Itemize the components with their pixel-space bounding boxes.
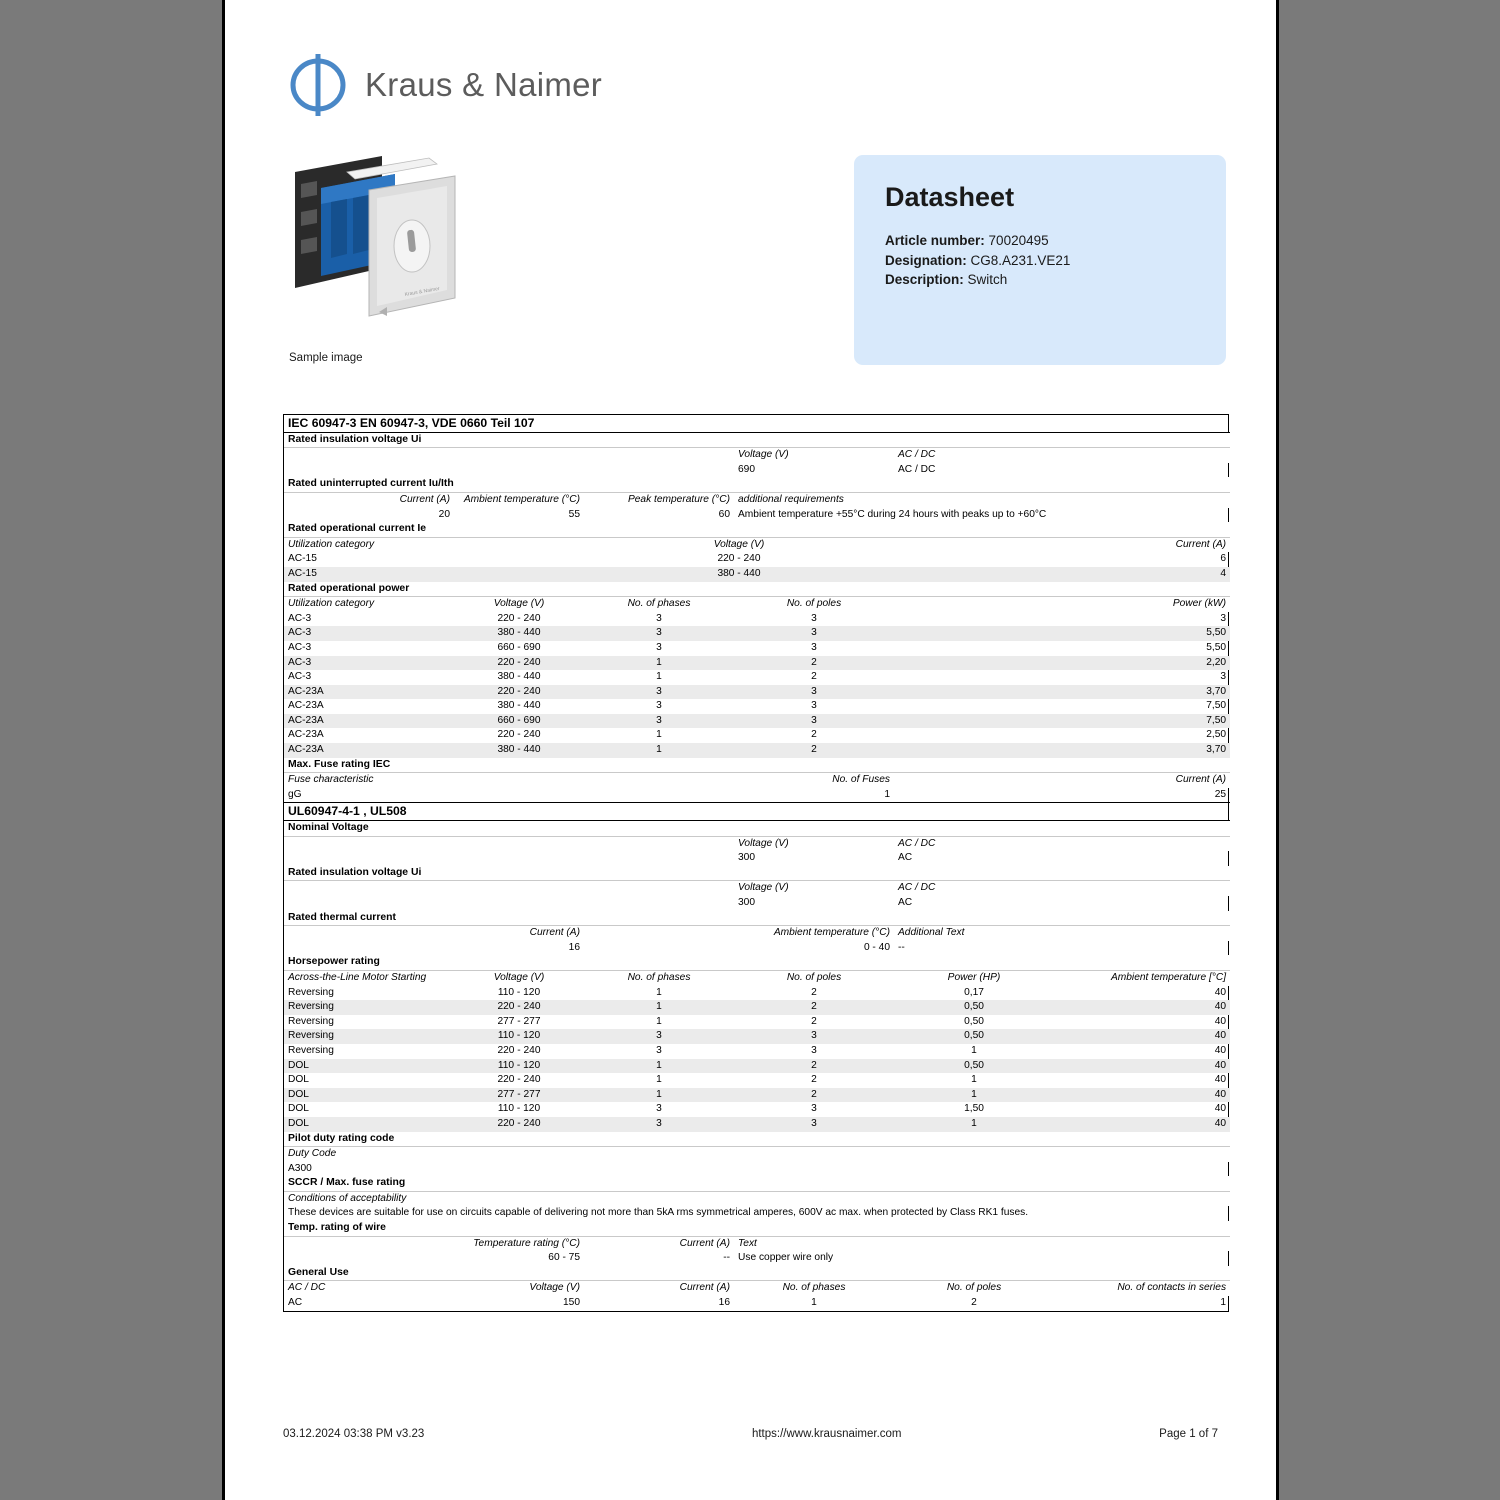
table-row [284, 1088, 1230, 1103]
table-cell: 1 [894, 1117, 1054, 1132]
table-cell: AC-23A [288, 729, 324, 741]
datasheet-meta [885, 231, 1070, 290]
table-row [284, 699, 1230, 714]
table-cell: DOL [284, 1088, 454, 1103]
table-cell: 1 [656, 671, 662, 683]
document-page [222, 0, 1279, 1500]
specifications-table [283, 414, 1229, 1312]
table-row [284, 626, 1230, 641]
article-number-label: Article number: [885, 233, 985, 248]
column-header: Current (A) [894, 537, 1230, 552]
description-value: Switch [967, 272, 1008, 287]
table-cell: 2 [971, 1297, 977, 1309]
table-row [284, 670, 1230, 685]
table-cell: 0,17 [964, 986, 984, 998]
table-header-row [284, 970, 1230, 985]
spec-table [284, 415, 1230, 1311]
table-header-row [284, 836, 1230, 851]
column-header: Text [734, 1236, 1230, 1251]
table-cell: -- [898, 941, 905, 953]
table-subsection-title [284, 1221, 1230, 1236]
subsection-title-text: Rated thermal current [284, 911, 1230, 926]
table-header-row [284, 537, 1230, 552]
table-header-row [284, 881, 1230, 896]
table-cell: AC [898, 897, 913, 908]
column-header: Voltage (V) [734, 448, 894, 463]
table-row [284, 612, 1230, 627]
table-cell: 2,50 [1206, 729, 1227, 741]
table-cell: 1 [656, 1015, 662, 1027]
column-header: Current (A) [894, 773, 1230, 788]
table-cell: 2 [811, 729, 817, 741]
table-subsection-title [284, 911, 1230, 926]
table-cell: 150 [563, 1297, 580, 1309]
table-cell: 0,50 [894, 1029, 1054, 1044]
subsection-title-text: Max. Fuse rating IEC [284, 758, 1230, 773]
brand-name: Kraus & Naimer [365, 66, 603, 103]
table-cell: 380 - 440 [584, 567, 894, 582]
table-cell: Use copper wire only [738, 1252, 834, 1264]
table-row [284, 1117, 1230, 1132]
subsection-title-text: Horsepower rating [284, 955, 1230, 970]
table-row [284, 851, 1230, 866]
table-cell: 3 [1220, 671, 1227, 683]
table-cell: 40 [1054, 1000, 1230, 1015]
column-header: AC / DC [894, 836, 1230, 851]
table-cell: 5,50 [894, 626, 1230, 641]
column-header: AC / DC [894, 881, 1230, 896]
table-section-title [284, 803, 1230, 821]
column-header: No. of phases [584, 970, 734, 985]
table-cell: AC-3 [288, 641, 312, 653]
table-cell: 2 [811, 986, 817, 998]
column-header: No. of poles [894, 1281, 1054, 1296]
table-cell: 60 - 75 [548, 1252, 580, 1264]
column-header: Ambient temperature [°C] [1054, 970, 1230, 985]
column-header: Voltage (V) [734, 836, 894, 851]
column-header: Ambient temperature (°C) [584, 926, 894, 941]
table-cell: 3 [811, 612, 817, 624]
table-subsection-title [284, 1176, 1230, 1191]
table-cell: 3 [734, 626, 894, 641]
column-header: Utilization category [284, 597, 454, 612]
table-cell: 40 [1054, 1029, 1230, 1044]
table-cell: 25 [1214, 788, 1227, 800]
footer-url[interactable]: https://www.krausnaimer.com [751, 1428, 902, 1440]
table-cell: A300 [288, 1162, 312, 1174]
table-cell: 6 [1220, 553, 1227, 565]
table-cell: 40 [1214, 986, 1227, 998]
column-header: Across-the-Line Motor Starting [284, 970, 454, 985]
table-cell: 3 [656, 1044, 662, 1056]
table-cell: 40 [1054, 1117, 1230, 1132]
subsection-title-text: SCCR / Max. fuse rating [284, 1176, 1230, 1191]
table-cell: 7,50 [894, 714, 1230, 729]
table-cell: AC-23A [284, 714, 454, 729]
table-cell: 2,20 [894, 656, 1230, 671]
column-header: Ambient temperature (°C) [454, 492, 584, 507]
table-cell: 3 [584, 1117, 734, 1132]
table-cell: 3 [734, 685, 894, 700]
table-cell: 3 [656, 641, 662, 653]
table-cell: 380 - 440 [497, 700, 541, 712]
table-row [284, 1044, 1230, 1059]
table-row [284, 941, 1230, 956]
table-cell: -- [723, 1252, 730, 1264]
table-cell: 3 [734, 1029, 894, 1044]
subsection-title-text: Rated insulation voltage Ui [284, 866, 1230, 881]
subsection-title-text: General Use [284, 1266, 1230, 1281]
table-cell: 380 - 440 [454, 743, 584, 758]
column-header: Current (A) [584, 1281, 734, 1296]
column-header: No. of Fuses [584, 773, 894, 788]
table-header-row [284, 1147, 1230, 1162]
table-row [284, 1162, 1230, 1177]
table-cell: 690 [738, 463, 755, 475]
column-header: Additional Text [894, 926, 1230, 941]
datasheet-info-box [854, 155, 1226, 365]
brand-logo [287, 52, 602, 118]
table-header-row [284, 1281, 1230, 1296]
table-cell: 1 [884, 788, 890, 800]
table-cell: 0 - 40 [863, 941, 890, 953]
column-header [284, 836, 734, 851]
table-cell: 60 [718, 508, 730, 520]
product-image [287, 150, 517, 340]
table-row [284, 788, 1230, 803]
column-header: Voltage (V) [584, 537, 894, 552]
table-cell: 660 - 690 [454, 714, 584, 729]
table-cell: 2 [734, 1088, 894, 1103]
column-header [284, 881, 734, 896]
table-cell: AC-3 [288, 612, 312, 624]
column-header: AC / DC [284, 1281, 454, 1296]
table-cell: 220 - 240 [497, 1074, 541, 1086]
table-cell: Reversing [288, 1015, 334, 1027]
table-cell: 1,50 [964, 1103, 984, 1115]
table-cell: 40 [1214, 1074, 1227, 1086]
column-header: Peak temperature (°C) [584, 492, 734, 507]
table-cell [284, 896, 734, 911]
table-subsection-title [284, 955, 1230, 970]
table-cell: Reversing [288, 986, 334, 998]
table-cell: Ambient temperature +55°C during 24 hours with peaks up to +60°C [738, 508, 1047, 520]
column-header: Fuse characteristic [284, 773, 584, 788]
table-cell: 2 [811, 1074, 817, 1086]
svg-text:Kraus & Naimer: Kraus & Naimer [404, 285, 441, 298]
subsection-title-text: Rated insulation voltage Ui [284, 432, 1230, 448]
table-header-row [284, 773, 1230, 788]
column-header: No. of phases [734, 1281, 894, 1296]
footer-page-number: Page 1 of 7 [1159, 1428, 1218, 1440]
column-header: AC / DC [894, 448, 1230, 463]
table-cell: These devices are suitable for use on circuits capable of delivering not more than 5kA rms symmetrical amperes, 600V ac max. when protected by Class RK1 fuses. [288, 1207, 1029, 1219]
table-cell: 4 [894, 567, 1230, 582]
table-cell: 3 [734, 714, 894, 729]
table-cell: 220 - 240 [717, 553, 761, 565]
column-header: No. of poles [734, 970, 894, 985]
footer-timestamp: 03.12.2024 03:38 PM v3.23 [283, 1428, 425, 1440]
table-subsection-title [284, 866, 1230, 881]
table-row [284, 1059, 1230, 1074]
column-header: additional requirements [734, 492, 1230, 507]
column-header: Voltage (V) [454, 597, 584, 612]
table-cell: 2 [734, 656, 894, 671]
table-cell: Reversing [288, 1044, 334, 1056]
article-number-value: 70020495 [988, 233, 1049, 248]
designation-label: Designation: [885, 252, 967, 268]
table-row [284, 728, 1230, 743]
table-cell: 1 [1220, 1297, 1227, 1309]
table-subsection-title [284, 582, 1230, 597]
table-cell: 3 [584, 626, 734, 641]
table-cell: 220 - 240 [497, 729, 541, 741]
subsection-title-text: Pilot duty rating code [284, 1132, 1230, 1147]
table-cell: Reversing [284, 1029, 454, 1044]
table-cell: DOL [284, 1059, 454, 1074]
table-subsection-title [284, 758, 1230, 773]
table-cell: 3,70 [894, 685, 1230, 700]
table-cell: 2 [734, 1059, 894, 1074]
table-cell: 110 - 120 [497, 986, 541, 998]
column-header: Voltage (V) [454, 970, 584, 985]
table-cell: 7,50 [1206, 700, 1227, 712]
table-cell: 220 - 240 [454, 1117, 584, 1132]
table-cell: 20 [438, 508, 450, 520]
table-cell: AC [288, 1297, 303, 1309]
table-cell: 40 [1214, 1044, 1227, 1056]
table-cell: 220 - 240 [497, 1044, 541, 1056]
column-header: Voltage (V) [734, 881, 894, 896]
column-header: No. of poles [734, 597, 894, 612]
column-header: Current (A) [584, 1236, 734, 1251]
table-cell: 5,50 [1206, 641, 1227, 653]
table-cell: 40 [1214, 1103, 1227, 1115]
table-cell: 16 [718, 1297, 730, 1309]
column-header: Power (HP) [894, 970, 1054, 985]
table-row [284, 743, 1230, 758]
table-row [284, 656, 1230, 671]
table-row [284, 641, 1230, 656]
table-cell: 1 [971, 1044, 977, 1056]
table-cell: 3 [811, 1103, 817, 1115]
table-cell: 40 [1054, 1088, 1230, 1103]
table-header-row [284, 926, 1230, 941]
table-cell: DOL [288, 1103, 309, 1115]
table-cell: 0,50 [964, 1015, 984, 1027]
table-cell [284, 463, 734, 478]
column-header: Temperature rating (°C) [284, 1236, 584, 1251]
table-cell: 0,50 [894, 1059, 1054, 1074]
table-cell: AC / DC [898, 463, 936, 475]
table-row [284, 1102, 1230, 1117]
designation-value: CG8.A231.VE21 [970, 252, 1071, 268]
table-cell: 1 [584, 1000, 734, 1015]
table-cell: gG [288, 788, 302, 800]
page-footer [283, 1428, 1218, 1440]
table-cell: 1 [656, 729, 662, 741]
table-cell: 300 [738, 897, 755, 908]
table-cell: 1 [656, 1074, 662, 1086]
table-cell: AC-23A [284, 685, 454, 700]
table-cell: 1 [584, 743, 734, 758]
column-header: No. of phases [584, 597, 734, 612]
table-cell: AC-23A [288, 700, 324, 712]
table-subsection-title [284, 522, 1230, 537]
table-row [284, 1029, 1230, 1044]
table-cell: 3 [811, 641, 817, 653]
table-subsection-title [284, 432, 1230, 448]
table-cell: 3 [811, 700, 817, 712]
table-row [284, 1251, 1230, 1266]
table-cell: 277 - 277 [497, 1015, 541, 1027]
table-cell: 2 [811, 671, 817, 683]
table-row [284, 552, 1230, 567]
table-cell: 40 [1214, 1015, 1227, 1027]
table-header-row [284, 1191, 1230, 1206]
table-header-row [284, 492, 1230, 507]
subsection-title-text: Rated uninterrupted current Iu/Ith [284, 477, 1230, 492]
column-header: Current (A) [284, 492, 454, 507]
table-header-row [284, 448, 1230, 463]
table-cell: 110 - 120 [454, 1029, 584, 1044]
table-cell: 3 [584, 685, 734, 700]
table-row [284, 1000, 1230, 1015]
column-header: Current (A) [284, 926, 584, 941]
phi-logo-icon [287, 52, 349, 118]
table-cell: DOL [288, 1074, 309, 1086]
table-subsection-title [284, 1132, 1230, 1147]
table-cell: 3 [1220, 612, 1227, 624]
column-header [284, 448, 734, 463]
table-cell: 220 - 240 [454, 685, 584, 700]
table-cell: 220 - 240 [497, 612, 541, 624]
table-cell: 300 [738, 852, 755, 864]
table-cell: 1 [894, 1088, 1054, 1103]
table-cell: 1 [656, 986, 662, 998]
subsection-title-text: Nominal Voltage [284, 821, 1230, 837]
table-cell: 3 [584, 1029, 734, 1044]
section-title-text: IEC 60947-3 EN 60947-3, VDE 0660 Teil 107 [284, 415, 1230, 432]
table-cell: 660 - 690 [497, 641, 541, 653]
table-cell: 40 [1054, 1059, 1230, 1074]
table-cell: 220 - 240 [454, 1000, 584, 1015]
table-cell: 0,50 [894, 1000, 1054, 1015]
table-subsection-title [284, 477, 1230, 492]
column-header: Duty Code [284, 1147, 1230, 1162]
table-section-title [284, 415, 1230, 432]
table-row [284, 714, 1230, 729]
table-cell: AC [898, 852, 913, 864]
table-row [284, 508, 1230, 523]
table-row [284, 1015, 1230, 1030]
table-cell: AC-23A [284, 743, 454, 758]
table-cell: 1 [584, 1088, 734, 1103]
table-cell: 3 [811, 1044, 817, 1056]
table-row [284, 1296, 1230, 1311]
table-cell: AC-3 [288, 671, 312, 683]
section-title-text: UL60947-4-1 , UL508 [284, 803, 1230, 821]
table-cell: Reversing [284, 1000, 454, 1015]
table-cell: 110 - 120 [497, 1103, 541, 1115]
table-cell: 277 - 277 [454, 1088, 584, 1103]
column-header: No. of contacts in series [1054, 1281, 1230, 1296]
table-cell: 3 [656, 612, 662, 624]
table-cell: 2 [734, 1000, 894, 1015]
table-row [284, 1206, 1230, 1221]
column-header: Conditions of acceptability [284, 1191, 1230, 1206]
table-row [284, 567, 1230, 582]
table-cell: 2 [734, 743, 894, 758]
column-header: Voltage (V) [454, 1281, 584, 1296]
table-cell: AC-3 [284, 656, 454, 671]
table-row [284, 463, 1230, 478]
column-header: Power (kW) [894, 597, 1230, 612]
table-cell: 1 [584, 1059, 734, 1074]
subsection-title-text: Rated operational power [284, 582, 1230, 597]
table-cell: 55 [568, 508, 580, 520]
table-cell: AC-15 [284, 567, 584, 582]
table-row [284, 986, 1230, 1001]
table-cell: 3 [656, 700, 662, 712]
table-row [284, 685, 1230, 700]
table-cell: 2 [811, 1015, 817, 1027]
table-cell: 1 [971, 1074, 977, 1086]
table-cell: 220 - 240 [454, 656, 584, 671]
table-cell: 3 [734, 1117, 894, 1132]
table-cell: 3 [584, 714, 734, 729]
table-cell: 1 [584, 656, 734, 671]
sample-image-caption: Sample image [289, 352, 363, 364]
page-title: Datasheet [885, 182, 1015, 212]
table-cell: 1 [811, 1297, 817, 1309]
table-row [284, 1073, 1230, 1088]
table-cell: AC-3 [284, 626, 454, 641]
table-subsection-title [284, 1266, 1230, 1281]
subsection-title-text: Temp. rating of wire [284, 1221, 1230, 1236]
table-cell: 3,70 [894, 743, 1230, 758]
description-label: Description: [885, 272, 964, 287]
table-cell: 380 - 440 [454, 626, 584, 641]
table-cell [284, 851, 734, 866]
table-header-row [284, 597, 1230, 612]
table-cell: 16 [568, 941, 580, 953]
table-cell: 3 [656, 1103, 662, 1115]
table-cell: 110 - 120 [454, 1059, 584, 1074]
table-header-row [284, 1236, 1230, 1251]
subsection-title-text: Rated operational current Ie [284, 522, 1230, 537]
table-row [284, 896, 1230, 911]
column-header: Utilization category [284, 537, 584, 552]
table-subsection-title [284, 821, 1230, 837]
table-cell: DOL [284, 1117, 454, 1132]
table-cell: AC-15 [288, 553, 317, 565]
table-cell: 380 - 440 [497, 671, 541, 683]
